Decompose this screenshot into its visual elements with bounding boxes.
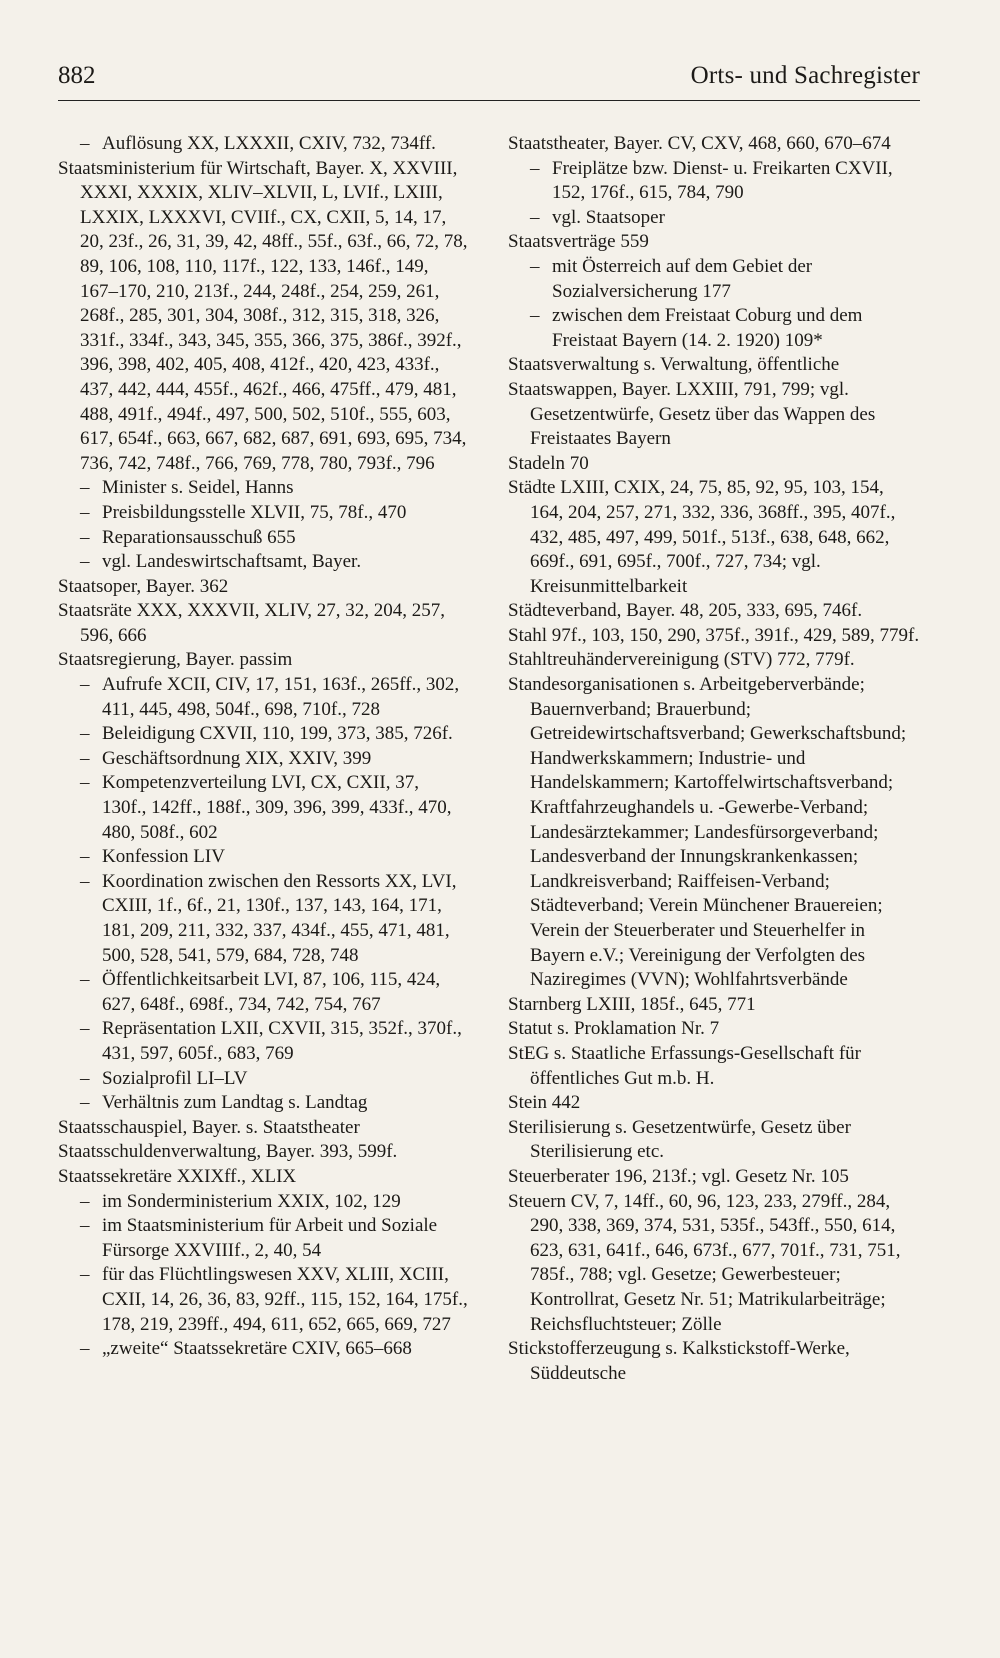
index-subentry <box>58 1190 468 1215</box>
index-subentry <box>58 1091 468 1116</box>
index-entry <box>508 1337 920 1386</box>
index-subentry <box>58 870 468 968</box>
subentry-dash: – <box>80 1190 90 1212</box>
subentry-dash: – <box>80 526 90 548</box>
index-entry <box>58 1116 468 1141</box>
entry-text: Koordination zwischen den Ressorts XX, LVI, CXIII, 1f., 6f., 21, 130f., 137, 143, 164, 171, 181, 209, 211, 332, 337, 434f., 455, 471, 481, 500, 528, 541, 579, 684, 728, 748 <box>102 870 457 966</box>
index-subentry <box>58 722 468 747</box>
index-entry <box>58 575 468 600</box>
entry-text: Statut s. Proklamation Nr. 7 <box>508 1018 720 1040</box>
index-entry <box>58 599 468 648</box>
entry-text: Stahltreuhändervereinigung (STV) 772, 779f. <box>508 649 855 671</box>
subentry-dash: – <box>530 305 540 327</box>
index-entry <box>508 648 920 673</box>
entry-text: Reparationsausschuß 655 <box>102 526 296 548</box>
entry-text: Auflösung XX, LXXXII, CXIV, 732, 734ff. <box>102 133 436 154</box>
entry-text: Öffentlichkeitsarbeit LVI, 87, 106, 115, 424, 627, 648f., 698f., 734, 742, 754, 767 <box>102 969 441 1015</box>
entry-text: Stein 442 <box>508 1092 581 1114</box>
index-subentry <box>58 845 468 870</box>
subentry-dash: – <box>80 1264 90 1286</box>
entry-text: Repräsentation LXII, CXVII, 315, 352f., 370f., 431, 597, 605f., 683, 769 <box>102 1018 462 1064</box>
index-subentry <box>58 1017 468 1066</box>
index-entry <box>58 1165 468 1190</box>
index-entry <box>58 157 468 477</box>
index-subentry <box>58 501 468 526</box>
index-entry <box>508 1017 920 1042</box>
index-entry <box>508 476 920 599</box>
entry-text: Kompetenzverteilung LVI, CX, CXII, 37, 130f., 142ff., 188f., 309, 396, 399, 433f., 470, 480, 508f., 602 <box>102 772 452 843</box>
entry-text: Staatsverwaltung s. Verwaltung, öffentliche <box>508 354 840 376</box>
subentry-dash: – <box>80 133 90 154</box>
entry-text: mit Österreich auf dem Gebiet der Sozialversicherung 177 <box>552 255 813 302</box>
entry-text: im Sonderministerium XXIX, 102, 129 <box>102 1190 401 1212</box>
entry-text: Staatssekretäre XXIXff., XLIX <box>58 1165 297 1187</box>
index-subentry <box>58 1214 468 1263</box>
subentry-dash: – <box>80 870 90 892</box>
entry-text: Geschäftsordnung XIX, XXIV, 399 <box>102 747 372 769</box>
index-entry <box>508 1091 920 1116</box>
index-subentry <box>58 132 468 157</box>
entry-text: Städteverband, Bayer. 48, 205, 333, 695, 746f. <box>508 600 863 622</box>
entry-text: Staatsoper, Bayer. 362 <box>58 575 229 597</box>
subentry-dash: – <box>80 747 90 769</box>
subentry-dash: – <box>80 477 90 499</box>
index-subentry <box>58 673 468 722</box>
entry-text: Staatsräte XXX, XXXVII, XLIV, 27, 32, 204, 257, 596, 666 <box>58 600 445 646</box>
index-subentry <box>58 526 468 551</box>
entry-text: Staatsministerium für Wirtschaft, Bayer. X, XXVIII, XXXI, XXXIX, XLIV–XLVII, L, LVIf., LXIII, LXXIX, LXXXVI, CVIIf., CX, CXII, 5, 14, 17, 20, 23f., 26, 31, 39, 42, 48ff., 55f., 63f., 66, 72, 78, 89, 106, 108, 110, 117f., 122, 133, 146f., 149, 167–170, 210, 213f., 244, 248f., 254, 259, 261, 268f., 285, 301, 304, 308f., 312, 315, 318, 326, 331f., 334f., 343, 345, 355, 366, 375, 386f., 392f., 396, 398, 402, 405, 408, 412f., 420, 423, 433f., 437, 442, 444, 455f., 462f., 466, 475ff., 479, 481, 488, 491f., 494f., 497, 500, 502, 510f., 555, 603, 617, 654f., 663, 667, 682, 687, 691, 693, 695, 734, 736, 742, 748f., 766, 769, 778, 780, 793f., 796 <box>58 157 468 474</box>
subentry-dash: – <box>80 1067 90 1089</box>
entry-text: vgl. Landeswirtschaftsamt, Bayer. <box>102 551 362 573</box>
subentry-dash: – <box>80 1338 90 1360</box>
index-column-left <box>58 132 468 1362</box>
entry-text: Aufrufe XCII, CIV, 17, 151, 163f., 265ff., 302, 411, 445, 498, 504f., 698, 710f., 728 <box>102 674 460 720</box>
subentry-dash: – <box>80 846 90 868</box>
running-head: Orts- und Sachregister <box>690 62 920 89</box>
entry-text: Verhältnis zum Landtag s. Landtag <box>102 1092 368 1114</box>
index-entry <box>508 378 920 452</box>
entry-text: Stickstofferzeugung s. Kalkstickstoff-Werke, Süddeutsche <box>508 1338 850 1384</box>
entry-text: Beleidigung CXVII, 110, 199, 373, 385, 726f. <box>102 723 453 745</box>
index-subentry <box>58 476 468 501</box>
entry-text: vgl. Staatsoper <box>552 206 665 228</box>
entry-text: Städte LXIII, CXIX, 24, 75, 85, 92, 95, 103, 154, 164, 204, 257, 271, 332, 336, 368ff., 395, 407f., 432, 485, 497, 499, 501f., 513f., 638, 648, 662, 669f., 691, 695f., 700f., 727, 734; vgl. Kreisunmittelbarkeit <box>508 477 896 597</box>
subentry-dash: – <box>80 501 90 523</box>
entry-text: im Staatsministerium für Arbeit und Soziale Fürsorge XXVIIIf., 2, 40, 54 <box>102 1215 438 1261</box>
index-entry <box>58 648 468 673</box>
index-entry <box>58 1140 468 1165</box>
subentry-dash: – <box>80 969 90 991</box>
index-subentry <box>58 771 468 845</box>
subentry-dash: – <box>530 157 540 179</box>
entry-text: Staatstheater, Bayer. CV, CXV, 468, 660, 670–674 <box>508 133 891 154</box>
subentry-dash: – <box>80 723 90 745</box>
entry-text: Sterilisierung s. Gesetzentwürfe, Gesetz über Sterilisierung etc. <box>508 1116 851 1163</box>
index-entry <box>508 1042 920 1091</box>
index-subentry <box>58 747 468 772</box>
entry-text: für das Flüchtlingswesen XXV, XLIII, XCIII, CXII, 14, 26, 36, 83, 92ff., 115, 152, 164, 175f., 178, 219, 239ff., 494, 611, 652, 665, 669, 727 <box>102 1264 468 1335</box>
index-subentry <box>58 1263 468 1337</box>
entry-text: „zweite“ Staatssekretäre CXIV, 665–668 <box>102 1338 412 1360</box>
subentry-dash: – <box>530 255 540 277</box>
subentry-dash: – <box>80 1018 90 1040</box>
index-entry <box>508 452 920 477</box>
index-subentry <box>508 206 920 231</box>
index-entry <box>508 132 920 157</box>
subentry-dash: – <box>80 674 90 696</box>
index-subentry <box>58 550 468 575</box>
index-subentry <box>58 1067 468 1092</box>
index-subentry <box>508 157 920 206</box>
entry-text: Freiplätze bzw. Dienst- u. Freikarten CXVII, 152, 176f., 615, 784, 790 <box>552 157 893 204</box>
index-entry <box>508 993 920 1018</box>
page-number: 882 <box>58 62 96 89</box>
index-subentry <box>508 304 920 353</box>
entry-text: StEG s. Staatliche Erfassungs-Gesellschaft für öffentliches Gut m.b. H. <box>508 1042 861 1089</box>
entry-text: Stahl 97f., 103, 150, 290, 375f., 391f., 429, 589, 779f. <box>508 624 920 646</box>
entry-text: Standesorganisationen s. Arbeitgeberverbände; Bauernverband; Brauerbund; Getreidewirtschaftsverband; Gewerkschaftsbund; Handwerkskammern; Industrie- und Handelskammern; Kartoffelwirtschaftsverband; Kraftfahrzeughandels u. -Gewerbe-Verband; Landesärztekammer; Landesfürsorgeverband; Landesverband der Innungskrankenkassen; Landkreisverband; Raiffeisen-Verband; Städteverband; Verein Münchener Brauereien; Verein der Steuerberater und Steuerhelfer in Bayern e.V.; Vereinigung der Verfolgten des Naziregimes (VVN); Wohlfahrtsverbände <box>508 674 907 991</box>
page-header <box>58 60 920 101</box>
entry-text: Starnberg LXIII, 185f., 645, 771 <box>508 993 756 1015</box>
index-subentry <box>58 968 468 1017</box>
index-entry <box>508 353 920 378</box>
entry-text: Staatswappen, Bayer. LXXIII, 791, 799; vgl. Gesetzentwürfe, Gesetz über das Wappen des Freistaates Bayern <box>508 378 876 450</box>
subentry-dash: – <box>80 551 90 573</box>
subentry-dash: – <box>80 772 90 794</box>
entry-text: Sozialprofil LI–LV <box>102 1067 248 1089</box>
subentry-dash: – <box>530 206 540 228</box>
index-subentry <box>508 255 920 304</box>
entry-text: Staatsverträge 559 <box>508 231 649 253</box>
index-entry <box>508 599 920 624</box>
entry-text: Steuern CV, 7, 14ff., 60, 96, 123, 233, 279ff., 284, 290, 338, 369, 374, 531, 535f., 543ff., 550, 614, 623, 631, 641f., 646, 673f., 677, 701f., 731, 751, 785f., 788; vgl. Gesetze; Gewerbesteuer; Kontrollrat, Gesetz Nr. 51; Matrikularbeiträge; Reichsfluchtsteuer; Zölle <box>508 1190 901 1335</box>
subentry-dash: – <box>80 1092 90 1114</box>
entry-text: zwischen dem Freistaat Coburg und dem Freistaat Bayern (14. 2. 1920) 109* <box>552 305 863 351</box>
index-entry <box>508 1165 920 1190</box>
entry-text: Minister s. Seidel, Hanns <box>102 477 294 499</box>
index-entry <box>508 230 920 255</box>
index-entry <box>508 1116 920 1165</box>
entry-text: Preisbildungsstelle XLVII, 75, 78f., 470 <box>102 501 407 523</box>
index-column-right <box>508 132 920 1386</box>
subentry-dash: – <box>80 1215 90 1237</box>
index-entry <box>508 1190 920 1338</box>
entry-text: Konfession LIV <box>102 846 225 868</box>
entry-text: Staatsregierung, Bayer. passim <box>58 649 293 671</box>
entry-text: Steuerberater 196, 213f.; vgl. Gesetz Nr. 105 <box>508 1165 849 1187</box>
entry-text: Staatsschauspiel, Bayer. s. Staatstheater <box>58 1116 360 1138</box>
index-entry <box>508 673 920 993</box>
entry-text: Staatsschuldenverwaltung, Bayer. 393, 599f. <box>58 1141 398 1163</box>
entry-text: Stadeln 70 <box>508 452 589 474</box>
index-entry <box>508 624 920 649</box>
index-subentry <box>58 1337 468 1362</box>
